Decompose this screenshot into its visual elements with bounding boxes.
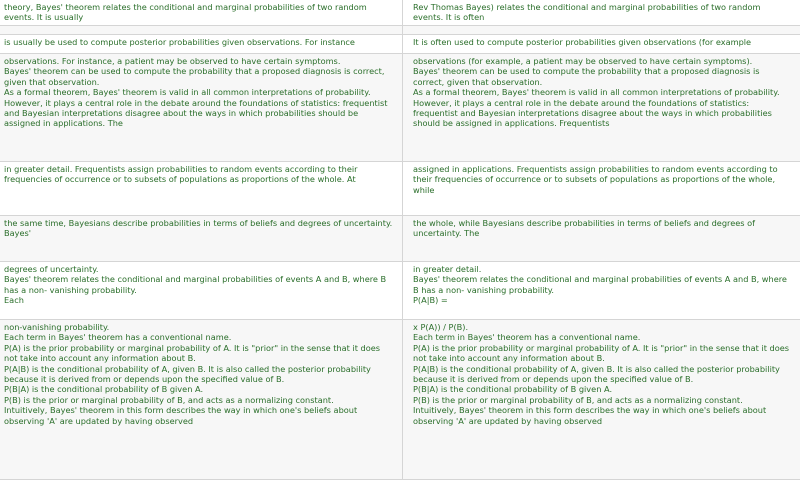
diff-line: P(B) is the prior or marginal probability of B, and acts as a normalizing constant. bbox=[4, 394, 334, 405]
diff-line: assigned in applications. Frequentists assign probabilities to random events according to their frequencies of occurrence or to subsets of populations as proportions of the whole, while bbox=[413, 164, 778, 195]
diff-line: Each bbox=[4, 295, 24, 306]
diff-cell-right bbox=[403, 54, 800, 162]
diff-cell-right bbox=[403, 35, 800, 54]
diff-line: As a formal theorem, Bayes' theorem is valid in all common interpretations of probability. However, it plays a central role in the debate around the foundations of statistics: frequentist and Bayesian interpretations disagree about the ways in which probabilities should be assigned in applications. Frequentists bbox=[413, 87, 780, 129]
diff-line: is usually be used to compute posterior probabilities given observations. For instance bbox=[4, 37, 355, 47]
diff-cell-right bbox=[403, 320, 800, 480]
diff-cell-left bbox=[0, 26, 403, 35]
diff-line: Each term in Bayes' theorem has a conventional name. bbox=[413, 332, 641, 343]
diff-line: As a formal theorem, Bayes' theorem is valid in all common interpretations of probability. However, it plays a central role in the debate around the foundations of statistics: frequentist and Bayesian interpretations disagree about the ways in which probabilities should be assigned in applications. The bbox=[4, 87, 388, 129]
diff-line: Bayes' theorem can be used to compute the probability that a proposed diagnosis is correct, given that observation. bbox=[4, 66, 385, 87]
diff-line: observations. For instance, a patient may be observed to have certain symptoms. bbox=[4, 56, 341, 66]
diff-line: observations (for example, a patient may be observed to have certain symptoms). bbox=[413, 56, 753, 66]
diff-cell-left bbox=[0, 262, 403, 320]
diff-line: P(B|A) is the conditional probability of B given A. bbox=[413, 384, 613, 395]
diff-cell-left bbox=[0, 216, 403, 262]
diff-line: P(A|B) is the conditional probability of A, given B. It is also called the posterior probability because it is derived from or depends upon the specified value of B. bbox=[4, 363, 371, 385]
diff-line: x P(A)) / P(B). bbox=[413, 322, 469, 332]
diff-line: Bayes' theorem relates the conditional and marginal probabilities of events A and B, where B has a non- vanishing probability. bbox=[413, 274, 787, 295]
diff-line: P(B|A) is the conditional probability of B given A. bbox=[4, 384, 204, 395]
diff-cell-right bbox=[403, 216, 800, 262]
diff-cell-left bbox=[0, 162, 403, 216]
diff-line: P(B) is the prior or marginal probability of B, and acts as a normalizing constant. bbox=[413, 394, 743, 405]
diff-line: Intuitively, Bayes' theorem in this form describes the way in which one's beliefs about observing 'A' are updated by having observed bbox=[413, 405, 767, 426]
diff-line: theory, Bayes' theorem relates the conditional and marginal probabilities of two random events. It is usually bbox=[4, 2, 367, 23]
diff-line: Bayes' bbox=[4, 228, 32, 239]
diff-line: degrees of uncertainty. bbox=[4, 264, 99, 274]
diff-line: in greater detail. bbox=[413, 264, 482, 274]
diff-line: Each term in Bayes' theorem has a conventional name. bbox=[4, 332, 232, 343]
diff-line: the whole, while Bayesians describe probabilities in terms of beliefs and degrees of uncertainty. The bbox=[413, 218, 756, 239]
diff-line: Rev Thomas Bayes) relates the conditional and marginal probabilities of two random events. It is often bbox=[413, 2, 761, 23]
diff-line: It is often used to compute posterior probabilities given observations (for example bbox=[413, 37, 752, 47]
diff-line: the same time, Bayesians describe probabilities in terms of beliefs and degrees of uncertainty. bbox=[4, 218, 393, 228]
diff-line: in greater detail. Frequentists assign probabilities to random events according to their frequencies of occurrence or to subsets of populations as proportions of the whole. At bbox=[4, 164, 358, 185]
diff-line: P(A) is the prior probability or marginal probability of A. It is "prior" in the sense that it does not take into account any information about B. bbox=[4, 342, 381, 364]
diff-cell-left bbox=[0, 320, 403, 480]
diff-cell-left bbox=[0, 0, 403, 26]
diff-line: Intuitively, Bayes' theorem in this form describes the way in which one's beliefs about observing 'A' are updated by having observed bbox=[4, 405, 358, 426]
diff-line: non-vanishing probability. bbox=[4, 322, 110, 332]
diff-line: Bayes' theorem can be used to compute the probability that a proposed diagnosis is correct, given that observation. bbox=[413, 66, 760, 87]
diff-cell-right bbox=[403, 262, 800, 320]
diff-cell-left bbox=[0, 54, 403, 162]
diff-line: P(A|B) is the conditional probability of A, given B. It is also called the posterior probability because it is derived from or depends upon the specified value of B. bbox=[413, 363, 780, 385]
diff-cell-right bbox=[403, 162, 800, 216]
diff-line: P(A) is the prior probability or marginal probability of A. It is "prior" in the sense that it does not take into account any information about B. bbox=[413, 342, 790, 364]
diff-cell-left bbox=[0, 35, 403, 54]
diff-line: P(A|B) = bbox=[413, 295, 448, 306]
diff-cell-right bbox=[403, 0, 800, 26]
diff-line: Bayes' theorem relates the conditional and marginal probabilities of events A and B, where B has a non- vanishing probability. bbox=[4, 274, 387, 295]
diff-cell-right bbox=[403, 26, 800, 35]
